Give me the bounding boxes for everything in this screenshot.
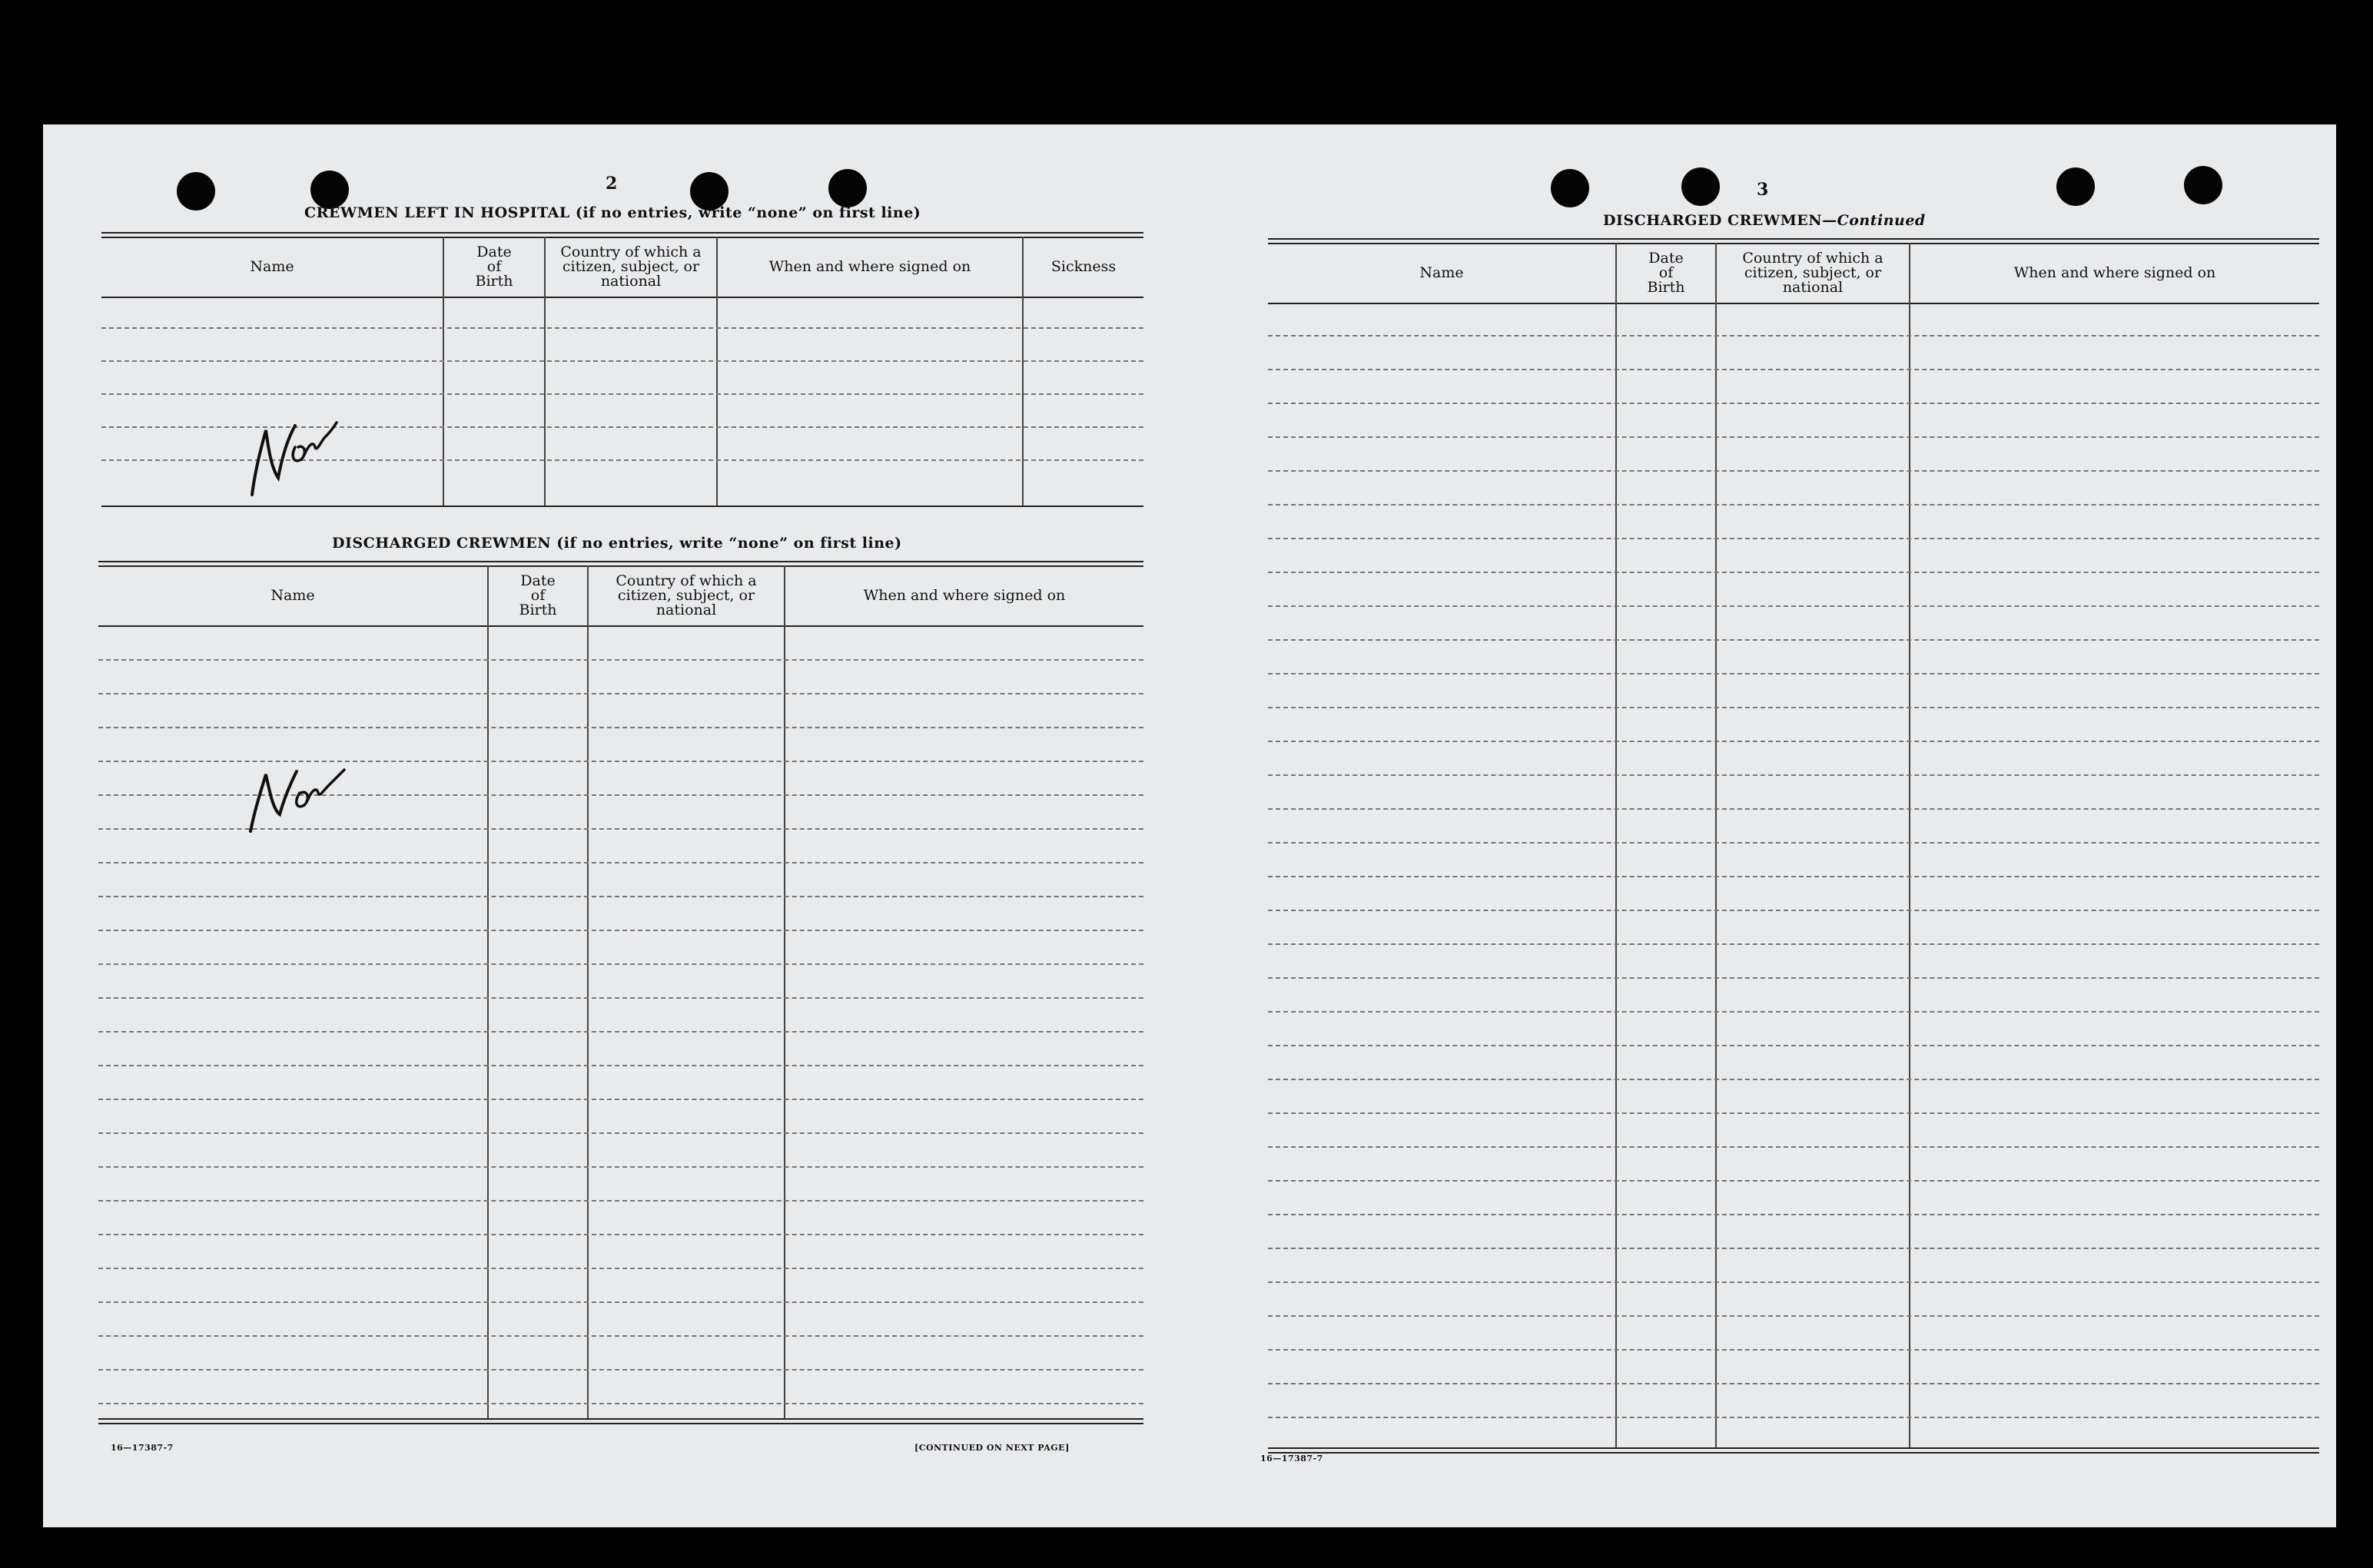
punch-hole	[1551, 169, 1589, 207]
continued-note: [CONTINUED ON NEXT PAGE]	[914, 1443, 1070, 1453]
ruled-line	[1268, 707, 2319, 708]
column-header: Country of which a citizen, subject, or national	[560, 243, 702, 290]
column-header: Sickness	[1050, 257, 1117, 275]
discharged-continued-table	[1268, 238, 2319, 1452]
ruled-line	[98, 1234, 1143, 1235]
handwritten-none-hospital	[235, 370, 343, 501]
ruled-line	[1268, 1079, 2319, 1080]
ruled-line	[98, 1166, 1143, 1168]
ruled-line	[98, 963, 1143, 965]
table-bottom-rule	[98, 1418, 1143, 1424]
table-bottom-rule	[1268, 1447, 2319, 1454]
scanned-document	[43, 124, 2336, 1527]
column-header: Date of Birth	[519, 572, 557, 618]
ruled-line	[1268, 369, 2319, 370]
column-header: Date of Birth	[475, 243, 513, 290]
ruled-line	[1268, 842, 2319, 844]
ruled-line	[1268, 876, 2319, 877]
ruled-line	[1268, 774, 2319, 776]
ruled-line	[98, 1335, 1143, 1337]
ruled-line	[101, 360, 1143, 362]
punch-hole	[2184, 166, 2222, 204]
ruled-line	[98, 930, 1143, 931]
column-header: Country of which a citizen, subject, or national	[1742, 249, 1883, 296]
ruled-line	[98, 1065, 1143, 1066]
column-header: Date of Birth	[1647, 249, 1685, 296]
ruled-line	[1268, 436, 2319, 438]
ruled-line	[98, 1403, 1143, 1404]
punch-hole	[828, 169, 867, 207]
column-header: Name	[250, 257, 294, 275]
page-number: 2	[606, 174, 618, 194]
discharged-title: DISCHARGED CREWMEN (if no entries, write “none” on first line)	[332, 535, 902, 552]
ruled-line	[101, 327, 1143, 329]
ruled-line	[1268, 741, 2319, 742]
ruled-line	[98, 862, 1143, 864]
punch-hole	[177, 172, 215, 211]
ruled-line	[1268, 403, 2319, 404]
hospital-title: CREWMEN LEFT IN HOSPITAL (if no entries, write “none” on first line)	[304, 204, 921, 221]
column-header: When and where signed on	[768, 257, 971, 275]
page-number: 3	[1757, 180, 1769, 200]
punch-hole	[1681, 167, 1720, 206]
ruled-line	[1268, 910, 2319, 911]
column-header: Name	[1419, 264, 1464, 281]
ruled-line	[98, 1031, 1143, 1033]
ruled-line	[1268, 673, 2319, 675]
ruled-line	[98, 659, 1143, 661]
ruled-line	[1268, 605, 2319, 607]
column-header: When and where signed on	[863, 586, 1066, 604]
ruled-line	[1268, 1045, 2319, 1046]
ruled-line	[98, 896, 1143, 897]
ruled-line	[1268, 504, 2319, 506]
ruled-line	[1268, 1112, 2319, 1114]
ruled-line	[1268, 572, 2319, 573]
ruled-line	[98, 1200, 1143, 1202]
ruled-line	[1268, 1315, 2319, 1317]
ruled-line	[1268, 1146, 2319, 1148]
ruled-line	[1268, 470, 2319, 472]
ruled-line	[1268, 1011, 2319, 1013]
ruled-line	[1268, 639, 2319, 641]
column-header: Country of which a citizen, subject, or national	[616, 572, 757, 618]
ruled-line	[1268, 1349, 2319, 1351]
ruled-line	[98, 1369, 1143, 1371]
punch-hole	[2056, 167, 2095, 206]
ruled-line	[1268, 1281, 2319, 1283]
ruled-line	[1268, 1417, 2319, 1418]
ruled-line	[98, 1268, 1143, 1269]
ruled-line	[1268, 808, 2319, 810]
column-header: Name	[270, 586, 315, 604]
column-header: When and where signed on	[2013, 264, 2216, 281]
ruled-line	[1268, 1214, 2319, 1215]
ruled-line	[98, 1099, 1143, 1100]
ruled-line	[98, 1132, 1143, 1134]
ruled-line	[1268, 943, 2319, 945]
ruled-line	[1268, 335, 2319, 336]
discharged-continued-title: DISCHARGED CREWMEN—Continued	[1603, 212, 1926, 229]
ruled-line	[1268, 1180, 2319, 1182]
handwritten-none-discharged	[235, 724, 350, 839]
ruled-line	[1268, 1248, 2319, 1249]
form-number: 16—17387-7	[111, 1443, 174, 1453]
ruled-line	[98, 1301, 1143, 1303]
ruled-line	[98, 693, 1143, 694]
form-number: 16—17387-7	[1260, 1454, 1323, 1464]
ruled-line	[1268, 977, 2319, 979]
punch-hole	[310, 171, 349, 209]
ruled-line	[1268, 1383, 2319, 1384]
ruled-line	[1268, 538, 2319, 539]
discharged-table	[98, 561, 1143, 1421]
ruled-line	[98, 997, 1143, 999]
